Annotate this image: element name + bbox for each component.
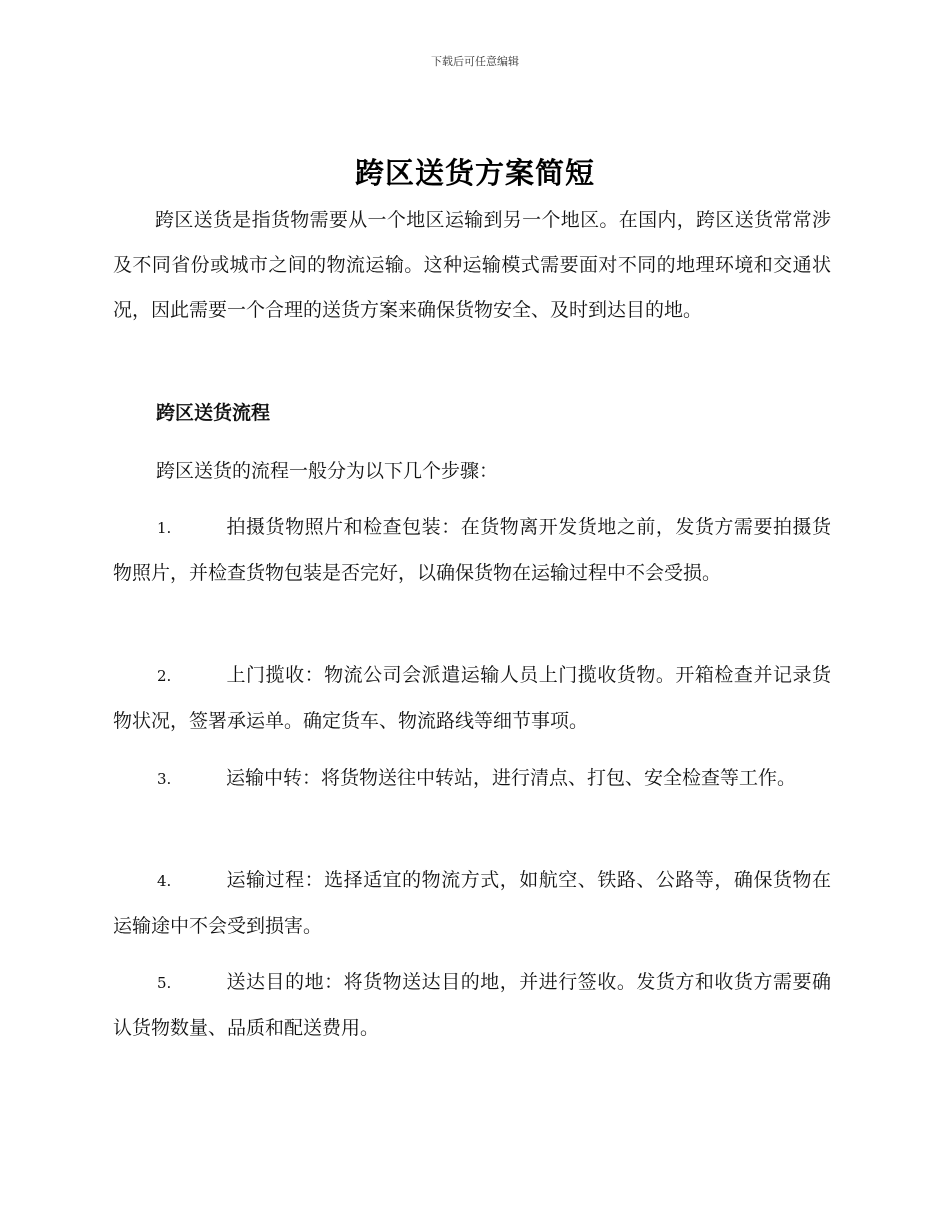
step-item-5 [113,960,831,1051]
step-number: 3. [157,770,172,788]
step-item-4 [113,858,831,949]
step-text: 运输中转：将货物送往中转站，进行清点、打包、安全检查等工作。 [226,767,797,789]
document-title: 跨区送货方案简短 [354,156,595,190]
step-item-2 [113,653,831,744]
step-item-1 [113,505,831,596]
step-text: 运输过程：选择适宜的物流方式，如航空、铁路、公路等，确保货物在运输途中不会受到损害。 [113,869,831,937]
step-item-3 [113,756,831,802]
step-number: 4. [157,872,172,890]
step-number: 5. [157,974,172,992]
section-heading: 跨区送货流程 [156,402,271,424]
step-text: 上门揽收：物流公司会派遣运输人员上门揽收货物。开箱检查并记录货物状况，签署承运单。确定货车、物流路线等细节事项。 [113,664,831,732]
step-number: 1. [157,519,172,537]
lead-paragraph: 跨区送货的流程一般分为以下几个步骤： [156,460,499,482]
step-text: 送达目的地：将货物送达目的地，并进行签收。发货方和收货方需要确认货物数量、品质和配送费用。 [113,971,831,1039]
step-number: 2. [157,667,172,685]
intro-paragraph: 跨区送货是指货物需要从一个地区运输到另一个地区。在国内，跨区送货常常涉及不同省份或城市之间的物流运输。这种运输模式需要面对不同的地理环境和交通状况，因此需要一个合理的送货方案来确保货物安全、及时到达目的地。 [113,209,831,321]
page-header: 下载后可任意编辑 [431,55,519,68]
step-text: 拍摄货物照片和检查包装：在货物离开发货地之前，发货方需要拍摄货物照片，并检查货物包装是否完好，以确保货物在运输过程中不会受损。 [113,516,831,584]
